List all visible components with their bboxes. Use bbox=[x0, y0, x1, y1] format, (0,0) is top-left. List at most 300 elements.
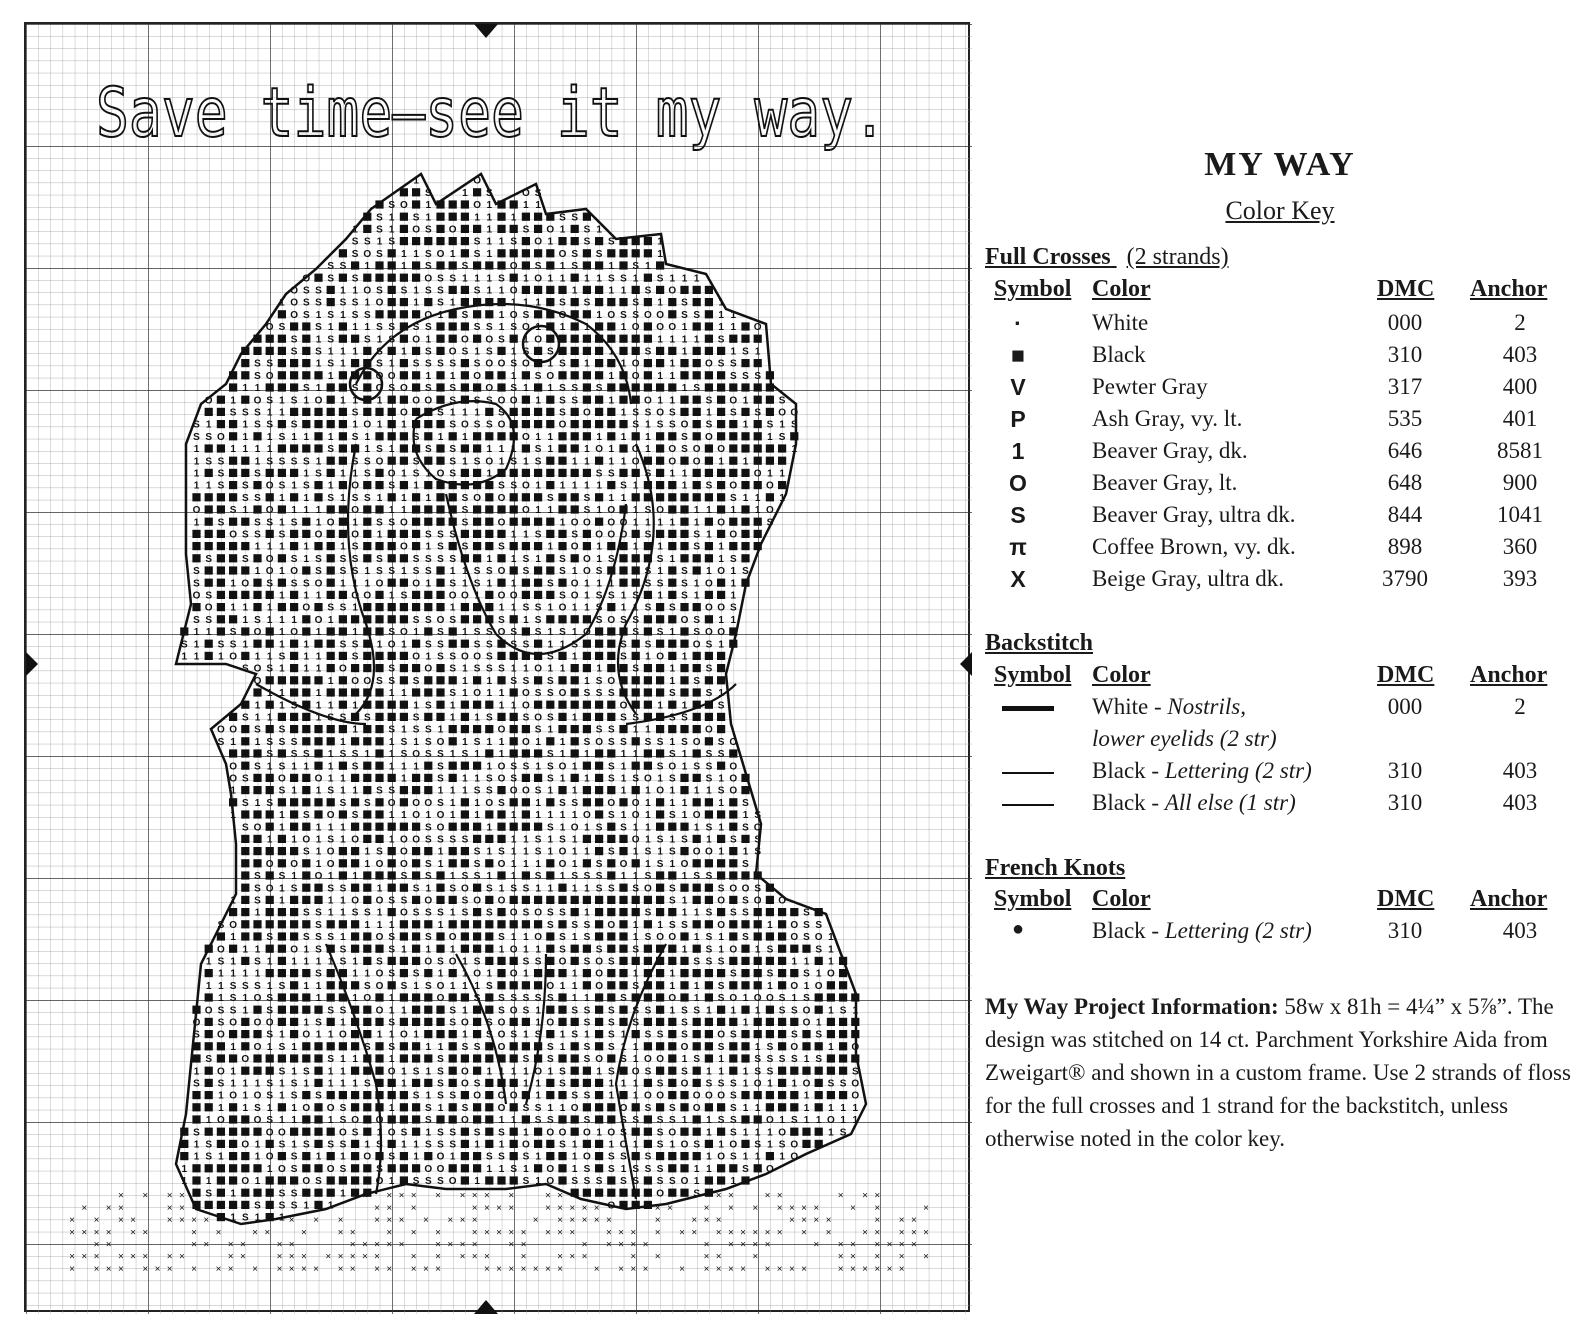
stitch-cell bbox=[741, 1054, 749, 1062]
stitch-cell: 1 bbox=[535, 431, 541, 443]
stitch-cell: 1 bbox=[352, 322, 358, 334]
stitch-cell: 1 bbox=[669, 334, 676, 346]
stitch-cell bbox=[534, 286, 542, 294]
stitch-cell bbox=[705, 469, 713, 477]
stitch-cell: S bbox=[607, 761, 615, 773]
stitch-cell bbox=[266, 725, 274, 733]
stitch-cell: S bbox=[717, 883, 725, 895]
stitch-cell bbox=[424, 1054, 432, 1062]
stitch-cell bbox=[741, 518, 749, 526]
stitch-cell: 1 bbox=[596, 578, 602, 590]
stitch-cell: 1 bbox=[254, 383, 261, 395]
stitch-cell: S bbox=[693, 614, 701, 626]
stitch-cell: S bbox=[217, 468, 225, 480]
stitch-cell bbox=[534, 896, 542, 904]
stitch-cell: 1 bbox=[645, 517, 651, 529]
stitch-cell bbox=[705, 335, 713, 343]
stitch-cell: 1 bbox=[596, 553, 602, 565]
stitch-cell: S bbox=[412, 712, 420, 724]
stitch-cell: S bbox=[412, 883, 420, 895]
stitch-cell bbox=[375, 993, 383, 1001]
stitch-cell: S bbox=[412, 968, 420, 980]
stitch-cell bbox=[241, 737, 249, 745]
stitch-cell: O bbox=[814, 932, 823, 944]
stitch-cell bbox=[461, 1054, 469, 1062]
stitch-cell bbox=[632, 1103, 640, 1111]
stitch-cell: S bbox=[363, 712, 371, 724]
stitch-cell: 1 bbox=[681, 797, 688, 809]
stitch-cell: S bbox=[546, 688, 554, 700]
stitch-cell bbox=[351, 1140, 359, 1148]
stitch-cell: O bbox=[253, 1115, 262, 1127]
stitch-cell: S bbox=[705, 956, 713, 968]
stitch-cell: S bbox=[729, 1029, 737, 1041]
stitch-cell: 1 bbox=[401, 688, 407, 700]
stitch-cell: S bbox=[437, 651, 444, 663]
stitch-cell: 1 bbox=[218, 993, 224, 1005]
stitch-cell: 1 bbox=[571, 602, 578, 614]
stitch-cell: S bbox=[559, 383, 566, 395]
stitch-cell: S bbox=[571, 529, 579, 541]
stitch-cell bbox=[473, 530, 481, 538]
stitch-cell: 1 bbox=[669, 834, 676, 846]
stitch-cell bbox=[241, 1128, 249, 1136]
project-info-label: My Way Project Information: bbox=[985, 994, 1279, 1019]
stitch-cell bbox=[583, 896, 591, 904]
stitch-cell: 1 bbox=[449, 907, 456, 919]
stitch-cell bbox=[534, 579, 542, 587]
stitch-cell: 1 bbox=[315, 822, 322, 834]
stitch-cell: 1 bbox=[535, 858, 541, 870]
stitch-cell: × bbox=[801, 1202, 808, 1214]
stitch-cell: S bbox=[681, 1029, 688, 1041]
stitch-cell: 1 bbox=[718, 1054, 724, 1066]
stitch-cell bbox=[278, 969, 286, 977]
stitch-cell bbox=[693, 859, 701, 867]
stitch-cell bbox=[583, 1189, 591, 1197]
stitch-cell: S bbox=[583, 1090, 591, 1102]
stitch-cell: S bbox=[388, 895, 396, 907]
stitch-cell: S bbox=[449, 553, 457, 565]
backstitch-thick-line-icon bbox=[1002, 706, 1054, 711]
stitch-cell bbox=[754, 457, 762, 465]
stitch-cell bbox=[705, 1042, 713, 1050]
stitch-cell bbox=[729, 444, 737, 452]
stitch-cell bbox=[363, 884, 371, 892]
stitch-cell bbox=[375, 469, 383, 477]
stitch-cell bbox=[205, 993, 213, 1001]
stitch-cell: 1 bbox=[193, 468, 200, 480]
stitch-cell: 1 bbox=[693, 505, 700, 517]
stitch-cell: 1 bbox=[742, 1151, 749, 1163]
stitch-cell: O bbox=[217, 1115, 225, 1127]
stitch-cell: × bbox=[93, 1227, 100, 1239]
stitch-cell bbox=[510, 1018, 518, 1026]
stitch-cell: 1 bbox=[718, 797, 724, 809]
stitch-cell: × bbox=[630, 1239, 637, 1251]
stitch-cell: 1 bbox=[608, 1078, 615, 1090]
stitch-symbol-icon: π bbox=[1009, 534, 1027, 560]
stitch-cell: 1 bbox=[730, 614, 737, 626]
stitch-cell: 1 bbox=[681, 468, 688, 480]
stitch-cell: S bbox=[278, 529, 286, 541]
stitch-cell: 1 bbox=[498, 602, 505, 614]
stitch-cell bbox=[632, 469, 640, 477]
stitch-cell bbox=[314, 481, 322, 489]
stitch-cell bbox=[522, 798, 530, 806]
stitch-cell: O bbox=[497, 1029, 506, 1041]
stitch-cell: S bbox=[522, 1176, 530, 1188]
stitch-cell bbox=[546, 1006, 554, 1014]
stitch-cell bbox=[351, 884, 359, 892]
stitch-cell bbox=[595, 518, 603, 526]
stitch-cell bbox=[644, 688, 652, 696]
stitch-cell: O bbox=[265, 370, 274, 382]
stitch-cell: S bbox=[315, 566, 322, 578]
stitch-cell bbox=[668, 823, 676, 831]
stitch-cell bbox=[754, 518, 762, 526]
stitch-cell bbox=[668, 1152, 676, 1160]
stitch-cell: × bbox=[666, 1202, 673, 1214]
stitch-cell bbox=[607, 383, 615, 391]
stitch-cell: S bbox=[656, 578, 664, 590]
stitch-cell bbox=[644, 335, 652, 343]
stitch-cell: S bbox=[742, 932, 749, 944]
stitch-cell bbox=[595, 420, 603, 428]
stitch-cell: O bbox=[412, 578, 420, 590]
stitch-cell: 1 bbox=[486, 761, 493, 773]
stitch-cell: 1 bbox=[608, 444, 615, 456]
stitch-cell: 1 bbox=[462, 273, 468, 285]
stitch-cell: 1 bbox=[706, 1115, 712, 1127]
stitch-cell bbox=[754, 396, 762, 404]
stitch-cell: S bbox=[290, 553, 298, 565]
stitch-cell: × bbox=[618, 1227, 625, 1239]
stitch-cell: O bbox=[595, 980, 603, 992]
stitch-cell: × bbox=[374, 1263, 381, 1275]
stitch-cell: O bbox=[717, 444, 725, 456]
stitch-cell: S bbox=[485, 651, 493, 663]
stitch-cell: O bbox=[814, 980, 823, 992]
stitch-cell bbox=[241, 810, 249, 818]
stitch-cell bbox=[375, 688, 383, 696]
stitch-cell: S bbox=[546, 492, 554, 504]
stitch-cell bbox=[363, 408, 371, 416]
stitch-cell bbox=[266, 786, 274, 794]
stitch-cell bbox=[668, 1164, 676, 1172]
stitch-cell: S bbox=[266, 797, 274, 809]
stitch-cell: 1 bbox=[315, 358, 322, 370]
stitch-cell bbox=[449, 1103, 457, 1111]
stitch-cell bbox=[522, 408, 530, 416]
stitch-cell bbox=[363, 1006, 371, 1014]
stitch-cell bbox=[229, 1128, 237, 1136]
stitch-cell bbox=[607, 981, 615, 989]
stitch-cell: 1 bbox=[486, 553, 493, 565]
stitch-cell: 1 bbox=[608, 492, 615, 504]
stitch-cell: 1 bbox=[681, 651, 688, 663]
stitch-cell bbox=[571, 1067, 579, 1075]
stitch-cell bbox=[729, 383, 737, 391]
stitch-cell: S bbox=[766, 968, 774, 980]
stitch-cell bbox=[693, 481, 701, 489]
bs-anchor-black-2: 403 bbox=[1502, 790, 1538, 815]
stitch-cell: 1 bbox=[352, 468, 358, 480]
stitch-cell: 1 bbox=[401, 1139, 407, 1151]
stitch-cell: S bbox=[241, 407, 249, 419]
stitch-cell bbox=[644, 359, 652, 367]
stitch-cell: 1 bbox=[413, 480, 419, 492]
stitch-cell: S bbox=[412, 566, 420, 578]
stitch-cell bbox=[510, 469, 518, 477]
stitch-cell bbox=[327, 1018, 335, 1026]
bs-header-color: Color bbox=[1092, 662, 1151, 688]
stitch-cell: S bbox=[205, 431, 213, 443]
stitch-cell: 1 bbox=[230, 1066, 236, 1078]
stitch-cell bbox=[436, 579, 444, 587]
stitch-cell: S bbox=[302, 932, 310, 944]
stitch-cell: 1 bbox=[364, 297, 371, 309]
stitch-cell bbox=[229, 542, 237, 550]
stitch-cell: 1 bbox=[218, 968, 224, 980]
stitch-cell: S bbox=[254, 883, 261, 895]
stitch-cell: O bbox=[400, 407, 408, 419]
stitch-cell: O bbox=[461, 419, 469, 431]
stitch-cell bbox=[583, 798, 591, 806]
stitch-cell: 1 bbox=[523, 273, 529, 285]
stitch-cell bbox=[363, 505, 371, 513]
stitch-cell bbox=[705, 1140, 713, 1148]
stitch-cell: S bbox=[571, 871, 579, 883]
stitch-cell bbox=[546, 737, 554, 745]
stitch-cell: 1 bbox=[401, 248, 407, 260]
stitch-cell bbox=[558, 993, 566, 1001]
stitch-cell: 1 bbox=[657, 919, 663, 931]
stitch-cell bbox=[400, 457, 408, 465]
stitch-cell: O bbox=[302, 1102, 311, 1114]
stitch-cell: S bbox=[473, 419, 481, 431]
stitch-cell bbox=[327, 798, 335, 806]
stitch-cell bbox=[229, 615, 237, 623]
stitch-cell: 1 bbox=[449, 944, 456, 956]
stitch-cell bbox=[400, 969, 408, 977]
stitch-cell bbox=[729, 1042, 737, 1050]
stitch-cell bbox=[534, 749, 542, 757]
stitch-cell: S bbox=[473, 871, 481, 883]
stitch-cell: 1 bbox=[547, 358, 554, 370]
stitch-cell bbox=[607, 664, 615, 672]
stitch-cell bbox=[778, 969, 786, 977]
stitch-cell bbox=[449, 896, 457, 904]
stitch-cell: 1 bbox=[352, 968, 358, 980]
stitch-cell bbox=[497, 713, 505, 721]
stitch-cell: S bbox=[559, 932, 566, 944]
stitch-cell bbox=[522, 823, 530, 831]
stitch-cell: 1 bbox=[742, 456, 749, 468]
stitch-cell bbox=[619, 835, 627, 843]
stitch-cell bbox=[314, 884, 322, 892]
stitch-cell: S bbox=[290, 517, 298, 529]
stitch-cell: 1 bbox=[791, 956, 798, 968]
stitch-cell bbox=[668, 542, 676, 550]
stitch-cell bbox=[510, 1054, 518, 1062]
french-knots-heading: French Knots bbox=[985, 855, 1126, 881]
stitch-cell: 1 bbox=[754, 1127, 761, 1139]
stitch-cell bbox=[473, 884, 481, 892]
stitch-cell: × bbox=[605, 1239, 612, 1251]
stitch-cell: S bbox=[424, 980, 432, 992]
stitch-cell bbox=[632, 1128, 640, 1136]
stitch-cell: × bbox=[93, 1239, 100, 1251]
stitch-cell bbox=[400, 713, 408, 721]
stitch-cell: 1 bbox=[547, 846, 554, 858]
stitch-cell bbox=[571, 359, 579, 367]
stitch-cell: × bbox=[117, 1202, 124, 1214]
stitch-cell bbox=[302, 518, 310, 526]
stitch-cell: 1 bbox=[754, 1151, 761, 1163]
stitch-cell: 1 bbox=[571, 1151, 578, 1163]
stitch-cell bbox=[534, 566, 542, 574]
stitch-cell: O bbox=[607, 919, 616, 931]
stitch-cell bbox=[741, 945, 749, 953]
stitch-cell bbox=[680, 786, 688, 794]
stitch-cell bbox=[375, 261, 383, 269]
fc-row bbox=[980, 470, 1580, 502]
stitch-cell: S bbox=[729, 1090, 737, 1102]
stitch-cell bbox=[644, 457, 652, 465]
stitch-cell: S bbox=[449, 1127, 457, 1139]
stitch-cell bbox=[717, 591, 725, 599]
stitch-cell bbox=[510, 1128, 518, 1136]
stitch-cell: S bbox=[327, 444, 335, 456]
stitch-cell bbox=[571, 298, 579, 306]
stitch-cell: 1 bbox=[632, 1139, 639, 1151]
stitch-cell: × bbox=[727, 1239, 734, 1251]
stitch-cell: 1 bbox=[462, 785, 468, 797]
stitch-cell: 1 bbox=[315, 993, 322, 1005]
stitch-cell: 1 bbox=[645, 858, 651, 870]
stitch-cell: × bbox=[313, 1215, 320, 1227]
fc-anchor: 403 bbox=[1502, 342, 1538, 367]
stitch-cell: 1 bbox=[510, 932, 517, 944]
stitch-cell: S bbox=[302, 285, 310, 297]
stitch-cell bbox=[327, 993, 335, 1001]
stitch-cell: O bbox=[424, 395, 433, 407]
stitch-cell: 1 bbox=[486, 688, 493, 700]
stitch-cell: 1 bbox=[474, 212, 480, 224]
stitch-cell: × bbox=[410, 1202, 417, 1214]
stitch-cell: O bbox=[656, 322, 664, 334]
stitch-cell: S bbox=[656, 419, 664, 431]
stitch-cell: × bbox=[288, 1251, 295, 1263]
stitch-cell bbox=[656, 640, 664, 648]
stitch-cell: O bbox=[534, 932, 542, 944]
stitch-cell: 1 bbox=[254, 1078, 261, 1090]
stitch-cell: O bbox=[644, 1090, 652, 1102]
stitch-cell: O bbox=[217, 944, 225, 956]
stitch-cell: 1 bbox=[767, 1127, 773, 1139]
stitch-cell: S bbox=[473, 736, 481, 748]
stitch-cell: O bbox=[485, 456, 494, 468]
stitch-cell bbox=[595, 652, 603, 660]
stitch-cell: S bbox=[449, 614, 457, 626]
stitch-cell bbox=[400, 1103, 408, 1111]
stitch-cell: 1 bbox=[681, 1115, 688, 1127]
stitch-cell: O bbox=[607, 614, 616, 626]
stitch-cell bbox=[534, 823, 542, 831]
stitch-cell: S bbox=[668, 773, 676, 785]
stitch-cell: 1 bbox=[401, 639, 407, 651]
stitch-cell: 1 bbox=[327, 871, 334, 883]
stitch-cell: O bbox=[570, 822, 579, 834]
stitch-cell: 1 bbox=[279, 1090, 285, 1102]
stitch-cell: S bbox=[644, 346, 652, 358]
stitch-cell: S bbox=[473, 322, 481, 334]
stitch-cell: 1 bbox=[718, 846, 724, 858]
bs-color-white: White - bbox=[1092, 694, 1168, 719]
stitch-cell: × bbox=[874, 1190, 881, 1202]
stitch-cell: 1 bbox=[706, 505, 712, 517]
stitch-cell: S bbox=[327, 1005, 335, 1017]
stitch-cell bbox=[192, 1176, 200, 1184]
stitch-cell: O bbox=[558, 419, 567, 431]
stitch-cell bbox=[668, 615, 676, 623]
stitch-cell bbox=[241, 859, 249, 867]
stitch-cell bbox=[449, 737, 457, 745]
stitch-cell: O bbox=[436, 614, 445, 626]
stitch-cell: S bbox=[351, 492, 359, 504]
stitch-cell: S bbox=[473, 627, 481, 639]
stitch-cell: S bbox=[461, 895, 469, 907]
stitch-cell: 1 bbox=[279, 407, 285, 419]
stitch-cell: × bbox=[581, 1239, 588, 1251]
stitch-cell: 1 bbox=[547, 663, 554, 675]
stitch-cell: × bbox=[837, 1263, 844, 1275]
stitch-cell bbox=[583, 945, 591, 953]
stitch-cell bbox=[680, 286, 688, 294]
stitch-cell: S bbox=[583, 1041, 591, 1053]
stitch-cell: × bbox=[142, 1251, 149, 1263]
stitch-cell: S bbox=[510, 883, 518, 895]
stitch-cell bbox=[314, 1164, 322, 1172]
stitch-cell bbox=[766, 908, 774, 916]
stitch-cell: 1 bbox=[364, 1139, 371, 1151]
stitch-cell bbox=[436, 420, 444, 428]
stitch-cell bbox=[241, 1030, 249, 1038]
stitch-cell: 1 bbox=[474, 1139, 480, 1151]
stitch-cell: 1 bbox=[437, 431, 444, 443]
stitch-cell bbox=[705, 286, 713, 294]
stitch-cell bbox=[717, 762, 725, 770]
stitch-cell bbox=[314, 1067, 322, 1075]
stitch-cell: S bbox=[437, 358, 444, 370]
stitch-cell bbox=[644, 1128, 652, 1136]
stitch-cell: 1 bbox=[340, 1017, 346, 1029]
stitch-cell: S bbox=[485, 395, 493, 407]
stitch-cell: 1 bbox=[205, 956, 212, 968]
stitch-cell: O bbox=[473, 1090, 481, 1102]
stitch-cell bbox=[668, 871, 676, 879]
stitch-cell bbox=[668, 310, 676, 318]
stitch-cell: S bbox=[729, 1102, 737, 1114]
stitch-cell: S bbox=[461, 346, 469, 358]
stitch-cell: 1 bbox=[462, 663, 468, 675]
stitch-cell: × bbox=[764, 1227, 771, 1239]
stitch-cell: S bbox=[681, 1066, 688, 1078]
stitch-cell: 1 bbox=[535, 761, 541, 773]
stitch-cell bbox=[522, 213, 530, 221]
stitch-cell: 1 bbox=[474, 346, 480, 358]
